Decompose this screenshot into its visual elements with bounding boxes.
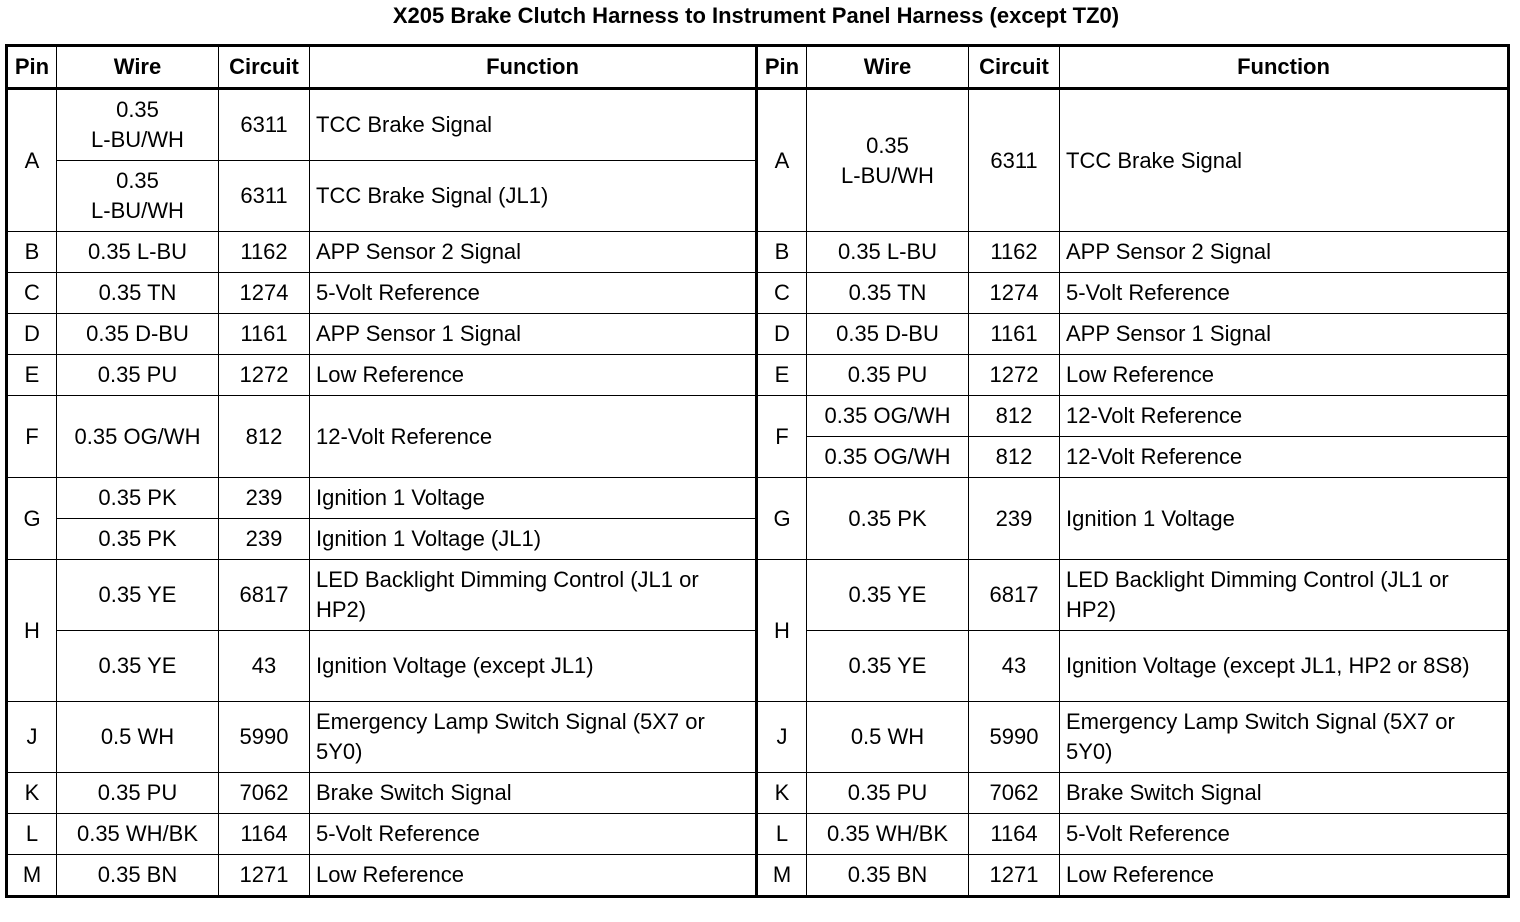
pin-cell: B bbox=[7, 232, 57, 273]
function-cell: Ignition 1 Voltage bbox=[310, 478, 757, 519]
wire-cell: 0.35 D-BU bbox=[57, 314, 219, 355]
wire-cell: 0.35 YE bbox=[807, 560, 969, 631]
pin-cell: G bbox=[757, 478, 807, 560]
wire-cell: 0.35 L-BU/WH bbox=[807, 89, 969, 232]
pin-cell: B bbox=[757, 232, 807, 273]
circuit-cell: 239 bbox=[969, 478, 1060, 560]
function-cell: 12-Volt Reference bbox=[1060, 437, 1509, 478]
connector-pinout-table bbox=[5, 44, 1510, 898]
wire-cell: 0.35 WH/BK bbox=[807, 814, 969, 855]
function-cell: TCC Brake Signal (JL1) bbox=[310, 161, 757, 232]
header-function: Function bbox=[310, 46, 757, 89]
table-row bbox=[7, 314, 1509, 355]
circuit-cell: 1161 bbox=[969, 314, 1060, 355]
pin-cell: D bbox=[757, 314, 807, 355]
function-cell: 12-Volt Reference bbox=[310, 396, 757, 478]
pin-cell: L bbox=[757, 814, 807, 855]
pin-cell: H bbox=[757, 560, 807, 702]
circuit-cell: 7062 bbox=[969, 773, 1060, 814]
header-row bbox=[7, 46, 1509, 89]
table-row bbox=[7, 396, 1509, 437]
circuit-cell: 812 bbox=[219, 396, 310, 478]
wire-cell: 0.35 YE bbox=[57, 560, 219, 631]
function-cell: Ignition Voltage (except JL1) bbox=[310, 631, 757, 702]
wire-cell: 0.35 PU bbox=[807, 773, 969, 814]
circuit-cell: 239 bbox=[219, 478, 310, 519]
wire-cell: 0.35 YE bbox=[57, 631, 219, 702]
circuit-cell: 812 bbox=[969, 437, 1060, 478]
circuit-cell: 239 bbox=[219, 519, 310, 560]
wire-cell: 0.35 BN bbox=[57, 855, 219, 897]
pin-cell: E bbox=[7, 355, 57, 396]
pin-cell: F bbox=[7, 396, 57, 478]
circuit-cell: 5990 bbox=[969, 702, 1060, 773]
pin-cell: K bbox=[757, 773, 807, 814]
wire-cell: 0.35 TN bbox=[807, 273, 969, 314]
function-cell: APP Sensor 1 Signal bbox=[1060, 314, 1509, 355]
function-cell: TCC Brake Signal bbox=[310, 89, 757, 161]
header-pin: Pin bbox=[757, 46, 807, 89]
circuit-cell: 1162 bbox=[969, 232, 1060, 273]
function-cell: Low Reference bbox=[310, 355, 757, 396]
function-cell: Emergency Lamp Switch Signal (5X7 or 5Y0) bbox=[310, 702, 757, 773]
wire-cell: 0.35 D-BU bbox=[807, 314, 969, 355]
function-cell: APP Sensor 2 Signal bbox=[310, 232, 757, 273]
wire-cell: 0.35 PK bbox=[807, 478, 969, 560]
pin-cell: K bbox=[7, 773, 57, 814]
circuit-cell: 7062 bbox=[219, 773, 310, 814]
wire-cell: 0.35 WH/BK bbox=[57, 814, 219, 855]
document-title: X205 Brake Clutch Harness to Instrument Panel Harness (except TZ0) bbox=[392, 3, 1120, 28]
function-cell: Ignition 1 Voltage (JL1) bbox=[310, 519, 757, 560]
table-row bbox=[7, 355, 1509, 396]
function-cell: Low Reference bbox=[1060, 855, 1509, 897]
wire-cell: 0.35 BN bbox=[807, 855, 969, 897]
pin-cell: A bbox=[7, 89, 57, 232]
circuit-cell: 43 bbox=[219, 631, 310, 702]
circuit-cell: 1164 bbox=[969, 814, 1060, 855]
circuit-cell: 43 bbox=[969, 631, 1060, 702]
wire-cell: 0.35 L-BU/WH bbox=[57, 161, 219, 232]
wire-cell: 0.35 L-BU bbox=[57, 232, 219, 273]
pin-cell: C bbox=[757, 273, 807, 314]
function-cell: Brake Switch Signal bbox=[310, 773, 757, 814]
table-row bbox=[7, 773, 1509, 814]
circuit-cell: 5990 bbox=[219, 702, 310, 773]
pin-cell: G bbox=[7, 478, 57, 560]
wire-cell: 0.5 WH bbox=[807, 702, 969, 773]
header-pin: Pin bbox=[7, 46, 57, 89]
wire-cell: 0.35 PK bbox=[57, 478, 219, 519]
pin-cell: A bbox=[757, 89, 807, 232]
circuit-cell: 6311 bbox=[219, 89, 310, 161]
table-row bbox=[7, 273, 1509, 314]
function-cell: APP Sensor 2 Signal bbox=[1060, 232, 1509, 273]
circuit-cell: 812 bbox=[969, 396, 1060, 437]
pin-cell: L bbox=[7, 814, 57, 855]
function-cell: Low Reference bbox=[310, 855, 757, 897]
header-wire: Wire bbox=[57, 46, 219, 89]
header-wire: Wire bbox=[807, 46, 969, 89]
function-cell: APP Sensor 1 Signal bbox=[310, 314, 757, 355]
pin-cell: J bbox=[7, 702, 57, 773]
wire-cell: 0.35 OG/WH bbox=[57, 396, 219, 478]
header-circuit: Circuit bbox=[219, 46, 310, 89]
circuit-cell: 6817 bbox=[969, 560, 1060, 631]
function-cell: Low Reference bbox=[1060, 355, 1509, 396]
function-cell: 12-Volt Reference bbox=[1060, 396, 1509, 437]
wire-cell: 0.35 PU bbox=[807, 355, 969, 396]
function-cell: 5-Volt Reference bbox=[310, 273, 757, 314]
wire-cell: 0.35 PU bbox=[57, 773, 219, 814]
function-cell: Ignition Voltage (except JL1, HP2 or 8S8) bbox=[1060, 631, 1509, 702]
function-cell: LED Backlight Dimming Control (JL1 or HP2) bbox=[1060, 560, 1509, 631]
table-row bbox=[7, 855, 1509, 897]
wire-cell: 0.35 TN bbox=[57, 273, 219, 314]
circuit-cell: 6311 bbox=[969, 89, 1060, 232]
circuit-cell: 1274 bbox=[219, 273, 310, 314]
wire-cell: 0.35 PU bbox=[57, 355, 219, 396]
pin-cell: F bbox=[757, 396, 807, 478]
circuit-cell: 1161 bbox=[219, 314, 310, 355]
function-cell: Ignition 1 Voltage bbox=[1060, 478, 1509, 560]
wire-cell: 0.35 YE bbox=[807, 631, 969, 702]
pin-cell: E bbox=[757, 355, 807, 396]
wire-cell: 0.5 WH bbox=[57, 702, 219, 773]
header-function: Function bbox=[1060, 46, 1509, 89]
circuit-cell: 6311 bbox=[219, 161, 310, 232]
circuit-cell: 1271 bbox=[219, 855, 310, 897]
circuit-cell: 1162 bbox=[219, 232, 310, 273]
function-cell: 5-Volt Reference bbox=[310, 814, 757, 855]
pin-cell: M bbox=[7, 855, 57, 897]
function-cell: 5-Volt Reference bbox=[1060, 814, 1509, 855]
circuit-cell: 1274 bbox=[969, 273, 1060, 314]
pin-cell: J bbox=[757, 702, 807, 773]
wire-cell: 0.35 OG/WH bbox=[807, 437, 969, 478]
pin-cell: D bbox=[7, 314, 57, 355]
circuit-cell: 1272 bbox=[219, 355, 310, 396]
table-row bbox=[7, 232, 1509, 273]
pin-cell: C bbox=[7, 273, 57, 314]
wire-cell: 0.35 OG/WH bbox=[807, 396, 969, 437]
circuit-cell: 1271 bbox=[969, 855, 1060, 897]
circuit-cell: 1272 bbox=[969, 355, 1060, 396]
table-row bbox=[7, 478, 1509, 519]
table-row bbox=[7, 702, 1509, 773]
pin-cell: H bbox=[7, 560, 57, 702]
header-circuit: Circuit bbox=[969, 46, 1060, 89]
function-cell: TCC Brake Signal bbox=[1060, 89, 1509, 232]
table-row bbox=[7, 560, 1509, 631]
function-cell: Brake Switch Signal bbox=[1060, 773, 1509, 814]
circuit-cell: 6817 bbox=[219, 560, 310, 631]
wire-cell: 0.35 L-BU/WH bbox=[57, 89, 219, 161]
pin-cell: M bbox=[757, 855, 807, 897]
wire-cell: 0.35 L-BU bbox=[807, 232, 969, 273]
circuit-cell: 1164 bbox=[219, 814, 310, 855]
function-cell: LED Backlight Dimming Control (JL1 or HP2) bbox=[310, 560, 757, 631]
function-cell: Emergency Lamp Switch Signal (5X7 or 5Y0) bbox=[1060, 702, 1509, 773]
table-row bbox=[7, 89, 1509, 161]
wire-cell: 0.35 PK bbox=[57, 519, 219, 560]
function-cell: 5-Volt Reference bbox=[1060, 273, 1509, 314]
table-row bbox=[7, 814, 1509, 855]
